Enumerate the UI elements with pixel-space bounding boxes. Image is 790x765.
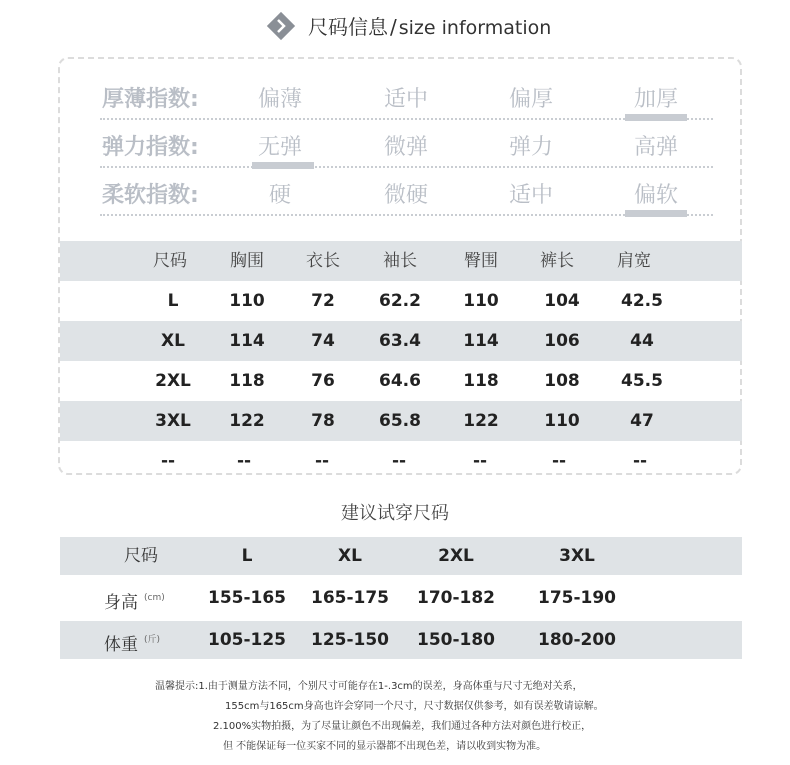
table-cell: 110	[229, 291, 265, 311]
table-cell: 74	[311, 331, 335, 351]
table-cell: --	[391, 451, 407, 471]
recommend-header-label: 尺码	[124, 546, 158, 566]
table-cell: 78	[311, 411, 335, 431]
thickness-option-selected: 加厚	[633, 87, 678, 112]
weight-value: 150-180	[416, 630, 496, 650]
selected-mark	[625, 210, 687, 217]
table-cell: 106	[544, 331, 580, 351]
table-cell: 62.2	[379, 291, 421, 311]
table-cell: 114	[463, 331, 499, 351]
note-prefix: 温馨提示:	[155, 681, 199, 692]
softness-option: 适中	[508, 183, 553, 208]
thickness-index-row	[0, 60, 790, 112]
size-table-header	[60, 241, 742, 281]
table-cell: --	[551, 451, 567, 471]
height-value: 170-182	[416, 588, 496, 608]
recommend-size: XL	[338, 546, 362, 566]
weight-unit: (斤)	[144, 635, 161, 645]
recommend-size: 3XL	[559, 546, 595, 566]
table-cell: --	[314, 451, 330, 471]
elasticity-index-row	[0, 108, 790, 160]
thickness-option: 偏厚	[508, 87, 553, 112]
weight-value: 105-125	[207, 630, 287, 650]
softness-option-selected: 偏软	[633, 183, 678, 208]
table-cell: 72	[311, 291, 335, 311]
table-cell: --	[160, 451, 176, 471]
note-line: 155cm与165cm身高也许会穿同一个尺寸，尺寸数据仅供参考，如有误差敬请谅解。	[225, 701, 604, 712]
table-cell: 114	[229, 331, 265, 351]
chevron-diamond-icon	[265, 10, 297, 42]
height-value: 175-190	[537, 588, 617, 608]
table-cell: 64.6	[379, 371, 421, 391]
weight-value: 180-200	[537, 630, 617, 650]
weight-row	[60, 621, 742, 659]
softness-option: 微硬	[383, 183, 428, 208]
table-row	[60, 401, 742, 441]
table-cell: 110	[544, 411, 580, 431]
recommend-size: L	[241, 546, 253, 566]
note-text: 1.由于测量方法不同，个别尺寸可能存在1-.3cm的误差，身高体重与尺寸无绝对关系，	[198, 681, 583, 692]
header-cell: 衣长	[306, 251, 340, 271]
thickness-option: 偏薄	[257, 87, 302, 112]
header-cell: 胸围	[230, 251, 264, 271]
table-cell: L	[167, 291, 179, 311]
table-cell: 63.4	[379, 331, 421, 351]
page-title	[308, 11, 551, 40]
recommend-title: 建议试穿尺码	[341, 503, 449, 524]
table-cell: 44	[630, 331, 654, 351]
table-row	[60, 361, 742, 401]
table-cell: 110	[463, 291, 499, 311]
table-cell: 122	[229, 411, 265, 431]
table-cell: 108	[544, 371, 580, 391]
title-en: size information	[398, 17, 552, 39]
table-cell: --	[472, 451, 488, 471]
table-row	[60, 281, 742, 321]
note-line	[155, 677, 675, 697]
weight-label-text: 体重	[104, 635, 138, 655]
table-row	[60, 441, 742, 481]
table-row	[60, 321, 742, 361]
header-cell: 裤长	[540, 251, 574, 271]
height-row	[60, 579, 742, 617]
table-cell: --	[236, 451, 252, 471]
softness-index-label: 柔软指数:	[102, 183, 199, 208]
recommend-header-row	[60, 537, 742, 575]
recommend-size: 2XL	[438, 546, 474, 566]
thickness-index-label: 厚薄指数:	[102, 87, 199, 112]
header-cell: 肩宽	[617, 251, 651, 271]
recommend-table	[60, 537, 742, 659]
weight-label	[104, 621, 160, 659]
size-table	[60, 241, 742, 481]
table-cell: 76	[311, 371, 335, 391]
elasticity-option: 微弹	[383, 135, 428, 160]
table-cell: 118	[229, 371, 265, 391]
elasticity-option: 弹力	[508, 135, 553, 160]
table-cell: 118	[463, 371, 499, 391]
header	[0, 0, 790, 52]
table-cell: 2XL	[155, 371, 191, 391]
height-label	[104, 579, 165, 617]
dotted-divider	[100, 214, 713, 216]
header-cell: 袖长	[383, 251, 417, 271]
softness-index-row	[0, 156, 790, 208]
elasticity-option: 高弹	[633, 135, 678, 160]
header-cell: 尺码	[153, 251, 187, 271]
table-cell: 45.5	[621, 371, 663, 391]
table-cell: 122	[463, 411, 499, 431]
elasticity-option-selected: 无弹	[257, 135, 302, 160]
table-cell: --	[632, 451, 648, 471]
table-cell: XL	[161, 331, 185, 351]
height-value: 155-165	[207, 588, 287, 608]
title-separator: /	[390, 15, 397, 39]
elasticity-index-label: 弹力指数:	[102, 135, 199, 160]
note-line: 2.100%实物拍摄，为了尽量让颜色不出现偏差，我们通过各种方法对颜色进行校正，	[213, 721, 592, 732]
table-cell: 3XL	[155, 411, 191, 431]
header-cell: 臀围	[464, 251, 498, 271]
weight-value: 125-150	[310, 630, 390, 650]
table-cell: 104	[544, 291, 580, 311]
title-cn: 尺码信息	[308, 15, 388, 39]
height-label-text: 身高	[104, 593, 138, 613]
table-cell: 47	[630, 411, 654, 431]
table-cell: 42.5	[621, 291, 663, 311]
table-cell: 65.8	[379, 411, 421, 431]
height-unit: (cm)	[144, 593, 165, 603]
softness-option: 硬	[268, 183, 291, 208]
thickness-option: 适中	[383, 87, 428, 112]
tips-notes	[155, 677, 675, 757]
note-line: 但 不能保证每一位买家不同的显示器都不出现色差，请以收到实物为准。	[223, 741, 547, 752]
height-value: 165-175	[310, 588, 390, 608]
